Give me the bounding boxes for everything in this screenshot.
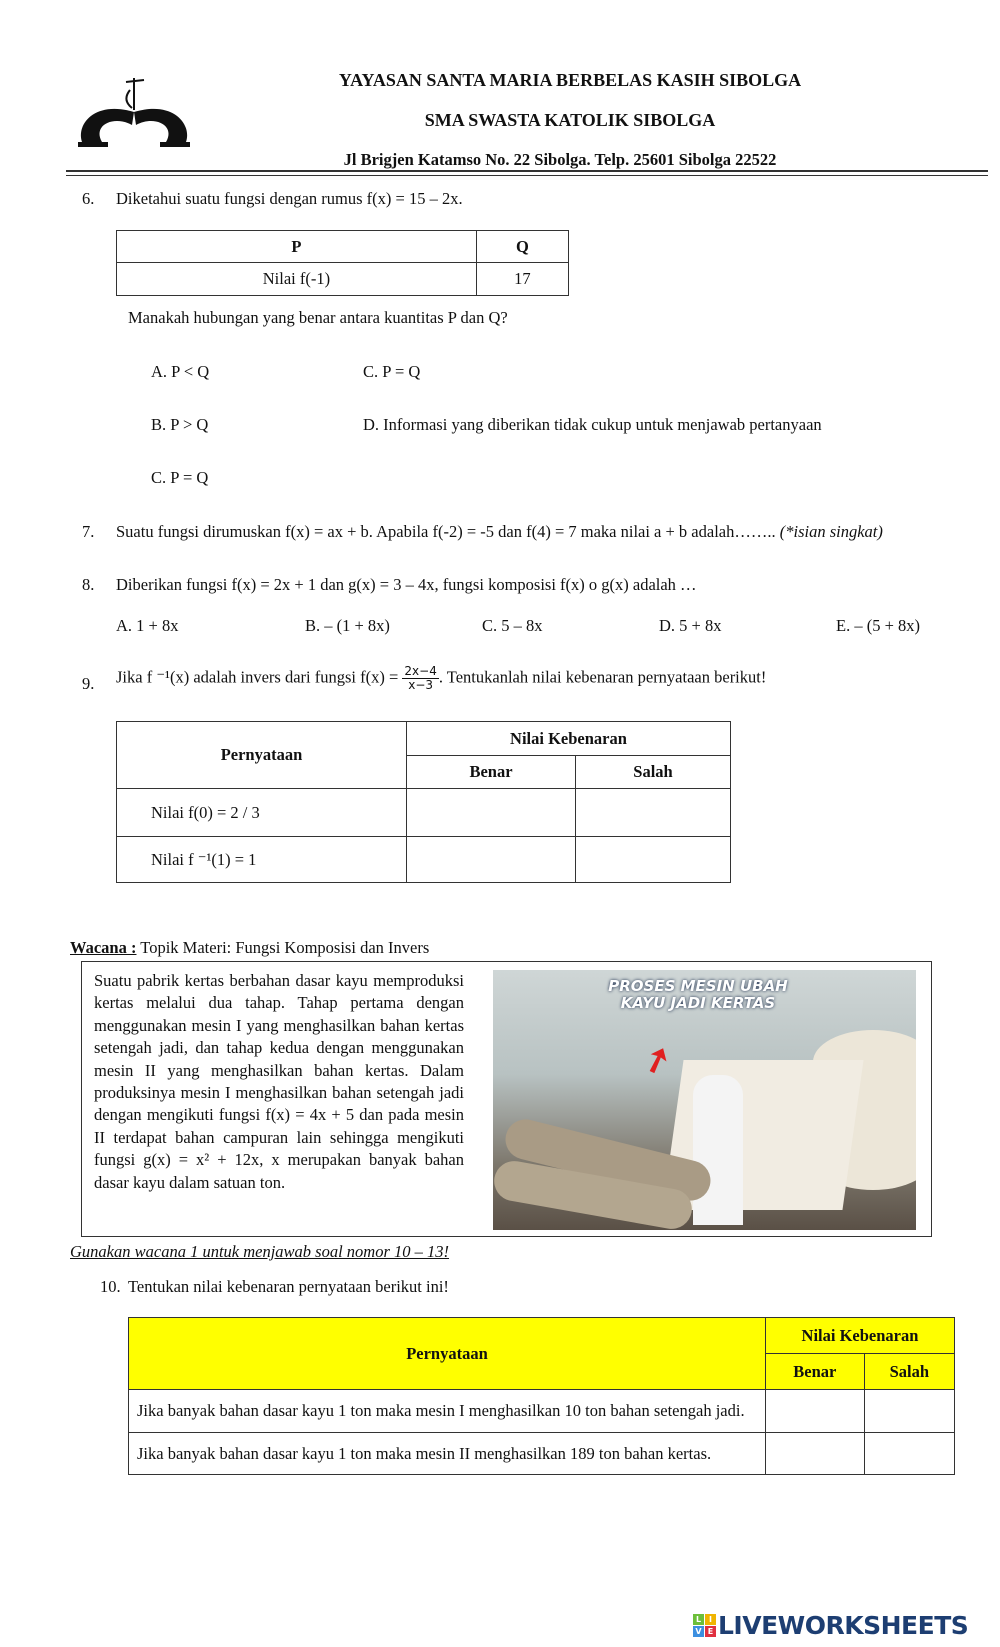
q6-option-b[interactable]: B. P > Q bbox=[151, 415, 209, 434]
q7-text: Suatu fungsi dirumuskan f(x) = ax + b. Apabila f(-2) = -5 dan f(4) = 7 maka nilai a + b adalah…….. (*isian singkat) bbox=[116, 522, 883, 541]
statement: Jika banyak bahan dasar kayu 1 ton maka mesin II menghasilkan 189 ton bahan kertas. bbox=[129, 1433, 766, 1475]
q6-question: Manakah hubungan yang benar antara kuantitas P dan Q? bbox=[128, 308, 508, 327]
false-cell[interactable] bbox=[575, 837, 730, 883]
header-false: Salah bbox=[864, 1354, 954, 1390]
q9-table bbox=[116, 721, 731, 883]
false-cell[interactable] bbox=[864, 1390, 954, 1433]
header-truth: Nilai Kebenaran bbox=[766, 1318, 955, 1354]
q9-text: Jika f ⁻¹(x) adalah invers dari fungsi f(x) = $\frac{2x-4}{x-3}$ . Tentukanlah nilai kebenaran pernyataan berikut! bbox=[116, 664, 767, 692]
q6-table bbox=[116, 230, 569, 296]
statement: Nilai f(0) = 2 / 3 bbox=[117, 789, 407, 837]
q10-number: 10. bbox=[100, 1277, 121, 1296]
header-statement: Pernyataan bbox=[117, 722, 407, 789]
q8-text: Diberikan fungsi f(x) = 2x + 1 dan g(x) = 3 – 4x, fungsi komposisi f(x) o g(x) adalah … bbox=[116, 575, 697, 594]
cell-q: 17 bbox=[476, 263, 568, 296]
cell-p: Nilai f(-1) bbox=[117, 263, 477, 296]
q8-number: 8. bbox=[82, 575, 95, 594]
q8-option-c[interactable]: C. 5 – 8x bbox=[482, 616, 543, 635]
false-cell[interactable] bbox=[575, 789, 730, 837]
header-statement: Pernyataan bbox=[129, 1318, 766, 1390]
liveworksheets-logo bbox=[693, 1611, 968, 1640]
photo-caption-1: PROSES MESIN UBAH bbox=[608, 977, 788, 995]
header-true: Benar bbox=[766, 1354, 865, 1390]
school-address: Jl Brigjen Katamso No. 22 Sibolga. Telp. 25601 Sibolga 22522 bbox=[343, 150, 777, 169]
true-cell[interactable] bbox=[407, 837, 576, 883]
paper-mill-photo bbox=[493, 970, 916, 1230]
true-cell[interactable] bbox=[766, 1390, 865, 1433]
header-false: Salah bbox=[575, 756, 730, 789]
false-cell[interactable] bbox=[864, 1433, 954, 1475]
foundation-name: YAYASAN SANTA MARIA BERBELAS KASIH SIBOLGA bbox=[338, 70, 802, 90]
q6-option-c2[interactable]: C. P = Q bbox=[151, 468, 209, 487]
q6-option-c[interactable]: C. P = Q bbox=[363, 362, 421, 381]
statement: Nilai f ⁻¹(1) = 1 bbox=[117, 837, 407, 883]
wacana-heading: Wacana : Topik Materi: Fungsi Komposisi dan Invers bbox=[70, 938, 430, 957]
q8-option-d[interactable]: D. 5 + 8x bbox=[659, 616, 722, 635]
fraction: $\frac{2x-4}{x-3}$ bbox=[404, 664, 437, 692]
q8-option-b[interactable]: B. – (1 + 8x) bbox=[305, 616, 390, 635]
header-truth: Nilai Kebenaran bbox=[407, 722, 731, 756]
photo-caption-2: KAYU JADI KERTAS bbox=[620, 994, 776, 1012]
q10-text: Tentukan nilai kebenaran pernyataan berikut ini! bbox=[128, 1277, 449, 1296]
q6-text: Diketahui suatu fungsi dengan rumus f(x) = 15 – 2x. bbox=[116, 189, 463, 208]
live-badge-icon: L I V E bbox=[693, 1614, 716, 1637]
true-cell[interactable] bbox=[766, 1433, 865, 1475]
school-logo bbox=[74, 70, 194, 150]
header-true: Benar bbox=[407, 756, 576, 789]
school-name: SMA SWASTA KATOLIK SIBOLGA bbox=[424, 110, 716, 130]
header-divider-thin bbox=[66, 175, 988, 176]
header-q: Q bbox=[476, 231, 568, 263]
arrow-icon: ➚ bbox=[637, 1038, 678, 1083]
header-p: P bbox=[117, 231, 477, 263]
q8-option-a[interactable]: A. 1 + 8x bbox=[116, 616, 179, 635]
statement: Jika banyak bahan dasar kayu 1 ton maka mesin I menghasilkan 10 ton bahan setengah jadi. bbox=[129, 1390, 766, 1433]
q6-option-a[interactable]: A. P < Q bbox=[151, 362, 210, 381]
header-divider bbox=[66, 170, 988, 172]
q7-number: 7. bbox=[82, 522, 95, 541]
q8-option-e[interactable]: E. – (5 + 8x) bbox=[836, 616, 920, 635]
q6-option-d[interactable]: D. Informasi yang diberikan tidak cukup untuk menjawab pertanyaan bbox=[363, 415, 822, 434]
wacana-box bbox=[81, 961, 932, 1237]
q6-number: 6. bbox=[82, 189, 95, 208]
wacana-passage: Suatu pabrik kertas berbahan dasar kayu memproduksi kertas melalui dua tahap. Tahap pertama dengan menggunakan mesin I yang menghasilkan bahan kertas setengah jadi, dan tahap kedua dengan menggunakan mesin II yang menghasilkan bahan kertas. Dalam produksinya mesin I menghasilkan bahan setengah jadi dengan mengikuti fungsi f(x) = 4x + 5 dan pada mesin II terdapat bahan campuran lain sehingga mengikuti fungsi g(x) = x² + 12x, x merupakan banyak bahan dasar kayu dalam satuan ton. bbox=[94, 971, 464, 1192]
true-cell[interactable] bbox=[407, 789, 576, 837]
brand-name: LIVEWORKSHEETS bbox=[718, 1611, 969, 1640]
q10-table bbox=[128, 1317, 955, 1475]
q9-number: 9. bbox=[82, 674, 95, 693]
wacana-instruction: Gunakan wacana 1 untuk menjawab soal nomor 10 – 13! bbox=[70, 1242, 450, 1261]
